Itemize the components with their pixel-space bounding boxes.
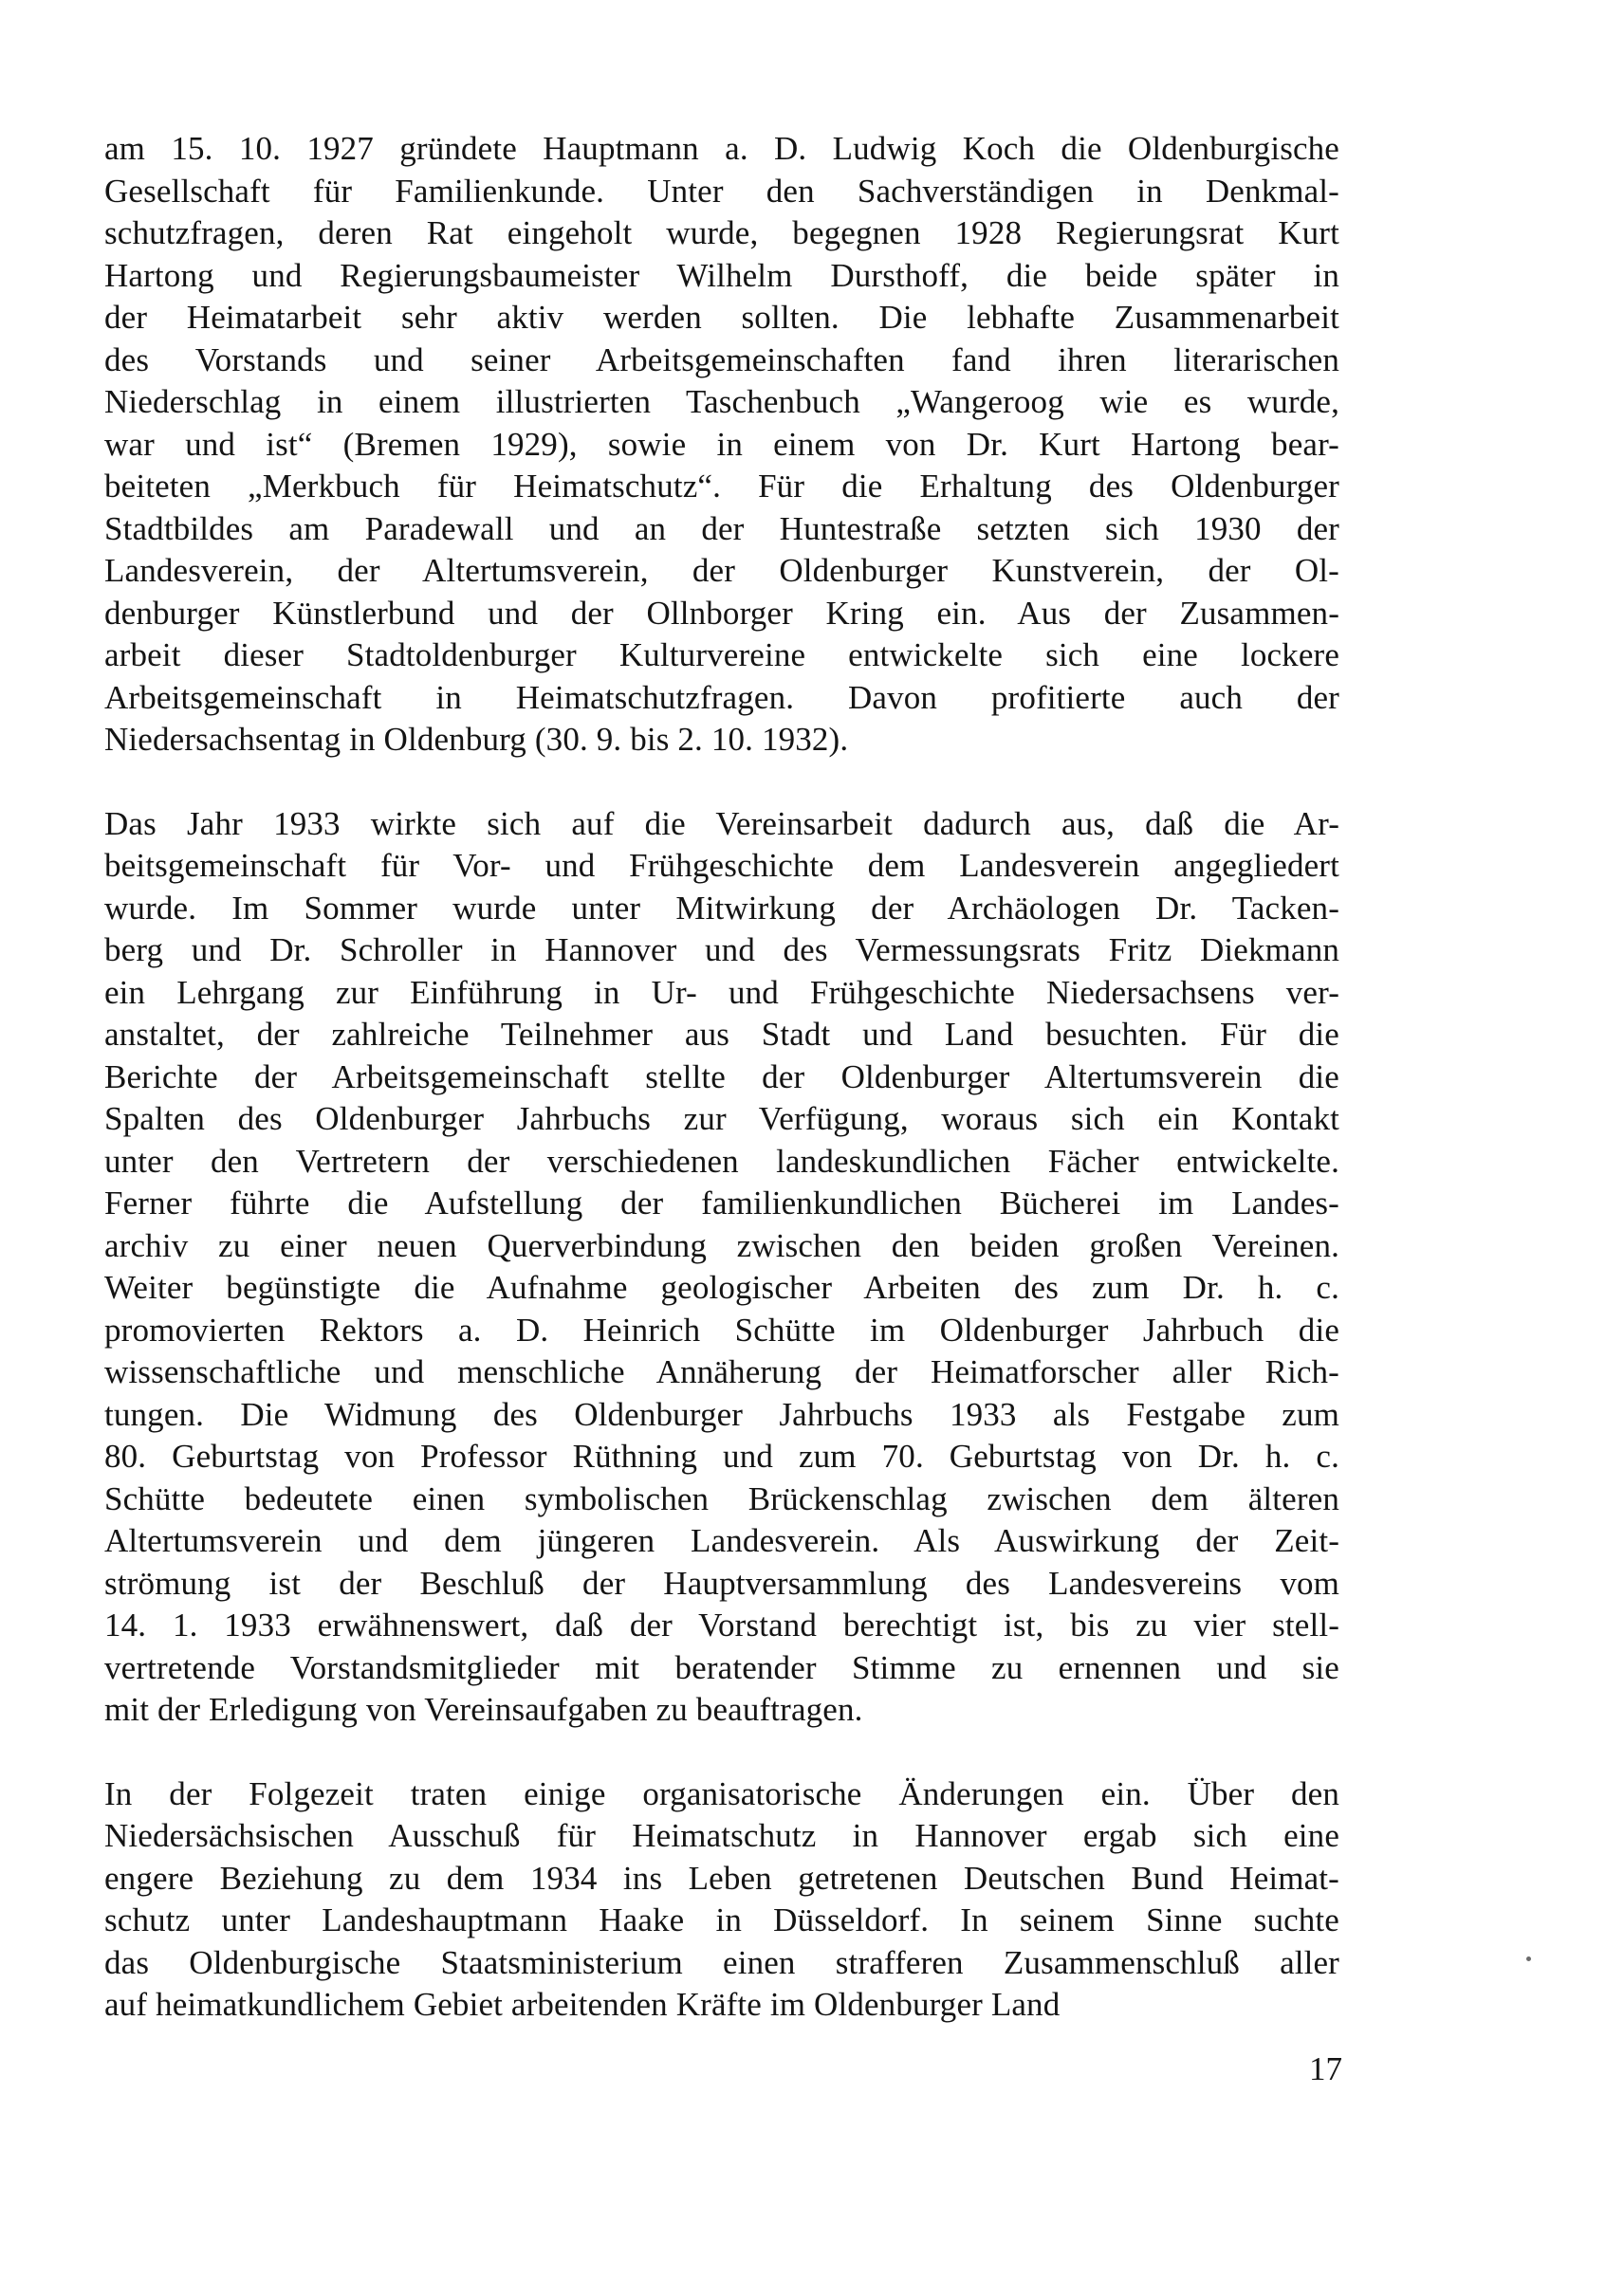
text-line: Ferner führte die Aufstellung der familienkundlichen Bücherei im Landes- — [104, 1185, 1339, 1221]
text-line: anstaltet, der zahlreiche Teilnehmer aus Stadt und Land besuchten. Für die — [104, 1016, 1339, 1053]
text-line: Niedersächsischen Ausschuß für Heimatschutz in Hannover ergab sich eine — [104, 1817, 1339, 1854]
text-line: beiteten „Merkbuch für Heimatschutz“. Für die Erhaltung des Oldenburger — [104, 468, 1339, 505]
text-line: Niedersachsentag in Oldenburg (30. 9. bis 2. 10. 1932). — [104, 721, 849, 758]
text-line: war und ist“ (Bremen 1929), sowie in einem von Dr. Kurt Hartong bear- — [104, 425, 1339, 463]
text-line: Gesellschaft für Familienkunde. Unter den Sachverständigen in Denkmal- — [104, 172, 1339, 210]
text-line: In der Folgezeit traten einige organisatorische Änderungen ein. Über den — [104, 1774, 1339, 1812]
text-line: archiv zu einer neuen Querverbindung zwischen den beiden großen Vereinen. — [104, 1226, 1339, 1264]
text-line: wissenschaftliche und menschliche Annäherung der Heimatforscher aller Rich- — [104, 1353, 1339, 1390]
text-line: 14. 1. 1933 erwähnenswert, daß der Vorstand berechtigt ist, bis zu vier stell- — [104, 1607, 1339, 1644]
text-line: strömung ist der Beschluß der Hauptversammlung des Landesvereins vom — [104, 1564, 1339, 1602]
page-number: 17 — [1309, 2050, 1342, 2087]
text-line: wurde. Im Sommer wurde unter Mitwirkung der Archäologen Dr. Tacken- — [104, 889, 1339, 927]
text-line: tungen. Die Widmung des Oldenburger Jahrbuchs 1933 als Festgabe zum — [104, 1395, 1339, 1433]
text-line: das Oldenburgische Staatsministerium einen strafferen Zusammenschluß aller — [104, 1943, 1339, 1981]
text-line: 80. Geburtstag von Professor Rüthning und zum 70. Geburtstag von Dr. h. c. — [104, 1438, 1339, 1475]
text-line: schutz unter Landeshauptmann Haake in Düsseldorf. In seinem Sinne suchte — [104, 1901, 1339, 1938]
text-line: Hartong und Regierungsbaumeister Wilhelm Dursthoff, die beide später in — [104, 256, 1339, 294]
text-line: des Vorstands und seiner Arbeitsgemeinschaften fand ihren literarischen — [104, 340, 1339, 378]
text-line: Weiter begünstigte die Aufnahme geologischer Arbeiten des zum Dr. h. c. — [104, 1269, 1339, 1306]
text-line: mit der Erledigung von Vereinsaufgaben zu beauftragen. — [104, 1691, 863, 1728]
paragraph-3 — [104, 1773, 1339, 2027]
text-line: unter den Vertretern der verschiedenen landeskundlichen Fächer entwickelte. — [104, 1142, 1339, 1180]
text-line: Stadtbildes am Paradewall und an der Huntestraße setzten sich 1930 der — [104, 509, 1339, 547]
text-line: promovierten Rektors a. D. Heinrich Schütte im Oldenburger Jahrbuch die — [104, 1311, 1339, 1349]
text-line: beitsgemeinschaft für Vor- und Frühgeschichte dem Landesverein angegliedert — [104, 847, 1339, 884]
text-line: Das Jahr 1933 wirkte sich auf die Vereinsarbeit dadurch aus, daß die Ar- — [104, 804, 1339, 842]
paragraph-spacer — [104, 762, 1339, 803]
text-line: denburger Künstlerbund und der Ollnborger Kring ein. Aus der Zusammen- — [104, 594, 1339, 632]
text-line: vertretende Vorstandsmitglieder mit beratender Stimme zu ernennen und sie — [104, 1648, 1339, 1686]
paragraph-2 — [104, 803, 1339, 1732]
text-line: berg und Dr. Schroller in Hannover und des Vermessungsrats Fritz Diekmann — [104, 931, 1339, 968]
text-line: Altertumsverein und dem jüngeren Landesverein. Als Auswirkung der Zeit- — [104, 1522, 1339, 1559]
text-line: auf heimatkundlichem Gebiet arbeitenden Kräfte im Oldenburger Land — [104, 1986, 1061, 2023]
text-line: Niederschlag in einem illustrierten Taschenbuch „Wangeroog wie es wurde, — [104, 383, 1339, 420]
page-body — [104, 128, 1339, 2027]
text-line: Arbeitsgemeinschaft in Heimatschutzfragen. Davon profitierte auch der — [104, 678, 1339, 716]
scan-speck — [1526, 1956, 1531, 1961]
text-line: Schütte bedeutete einen symbolischen Brückenschlag zwischen dem älteren — [104, 1479, 1339, 1517]
text-line: schutzfragen, deren Rat eingeholt wurde, begegnen 1928 Regierungsrat Kurt — [104, 214, 1339, 251]
text-line: Landesverein, der Altertumsverein, der Oldenburger Kunstverein, der Ol- — [104, 552, 1339, 589]
text-line: ein Lehrgang zur Einführung in Ur- und Frühgeschichte Niedersachsens ver- — [104, 973, 1339, 1011]
text-line: am 15. 10. 1927 gründete Hauptmann a. D. Ludwig Koch die Oldenburgische — [104, 130, 1339, 167]
paragraph-1 — [104, 128, 1339, 762]
text-line: Spalten des Oldenburger Jahrbuchs zur Verfügung, woraus sich ein Kontakt — [104, 1100, 1339, 1137]
text-line: Berichte der Arbeitsgemeinschaft stellte der Oldenburger Altertumsverein die — [104, 1057, 1339, 1095]
paragraph-spacer — [104, 1732, 1339, 1773]
text-line: arbeit dieser Stadtoldenburger Kulturvereine entwickelte sich eine lockere — [104, 636, 1339, 673]
text-line: der Heimatarbeit sehr aktiv werden sollten. Die lebhafte Zusammenarbeit — [104, 299, 1339, 336]
text-line: engere Beziehung zu dem 1934 ins Leben getretenen Deutschen Bund Heimat- — [104, 1859, 1339, 1897]
